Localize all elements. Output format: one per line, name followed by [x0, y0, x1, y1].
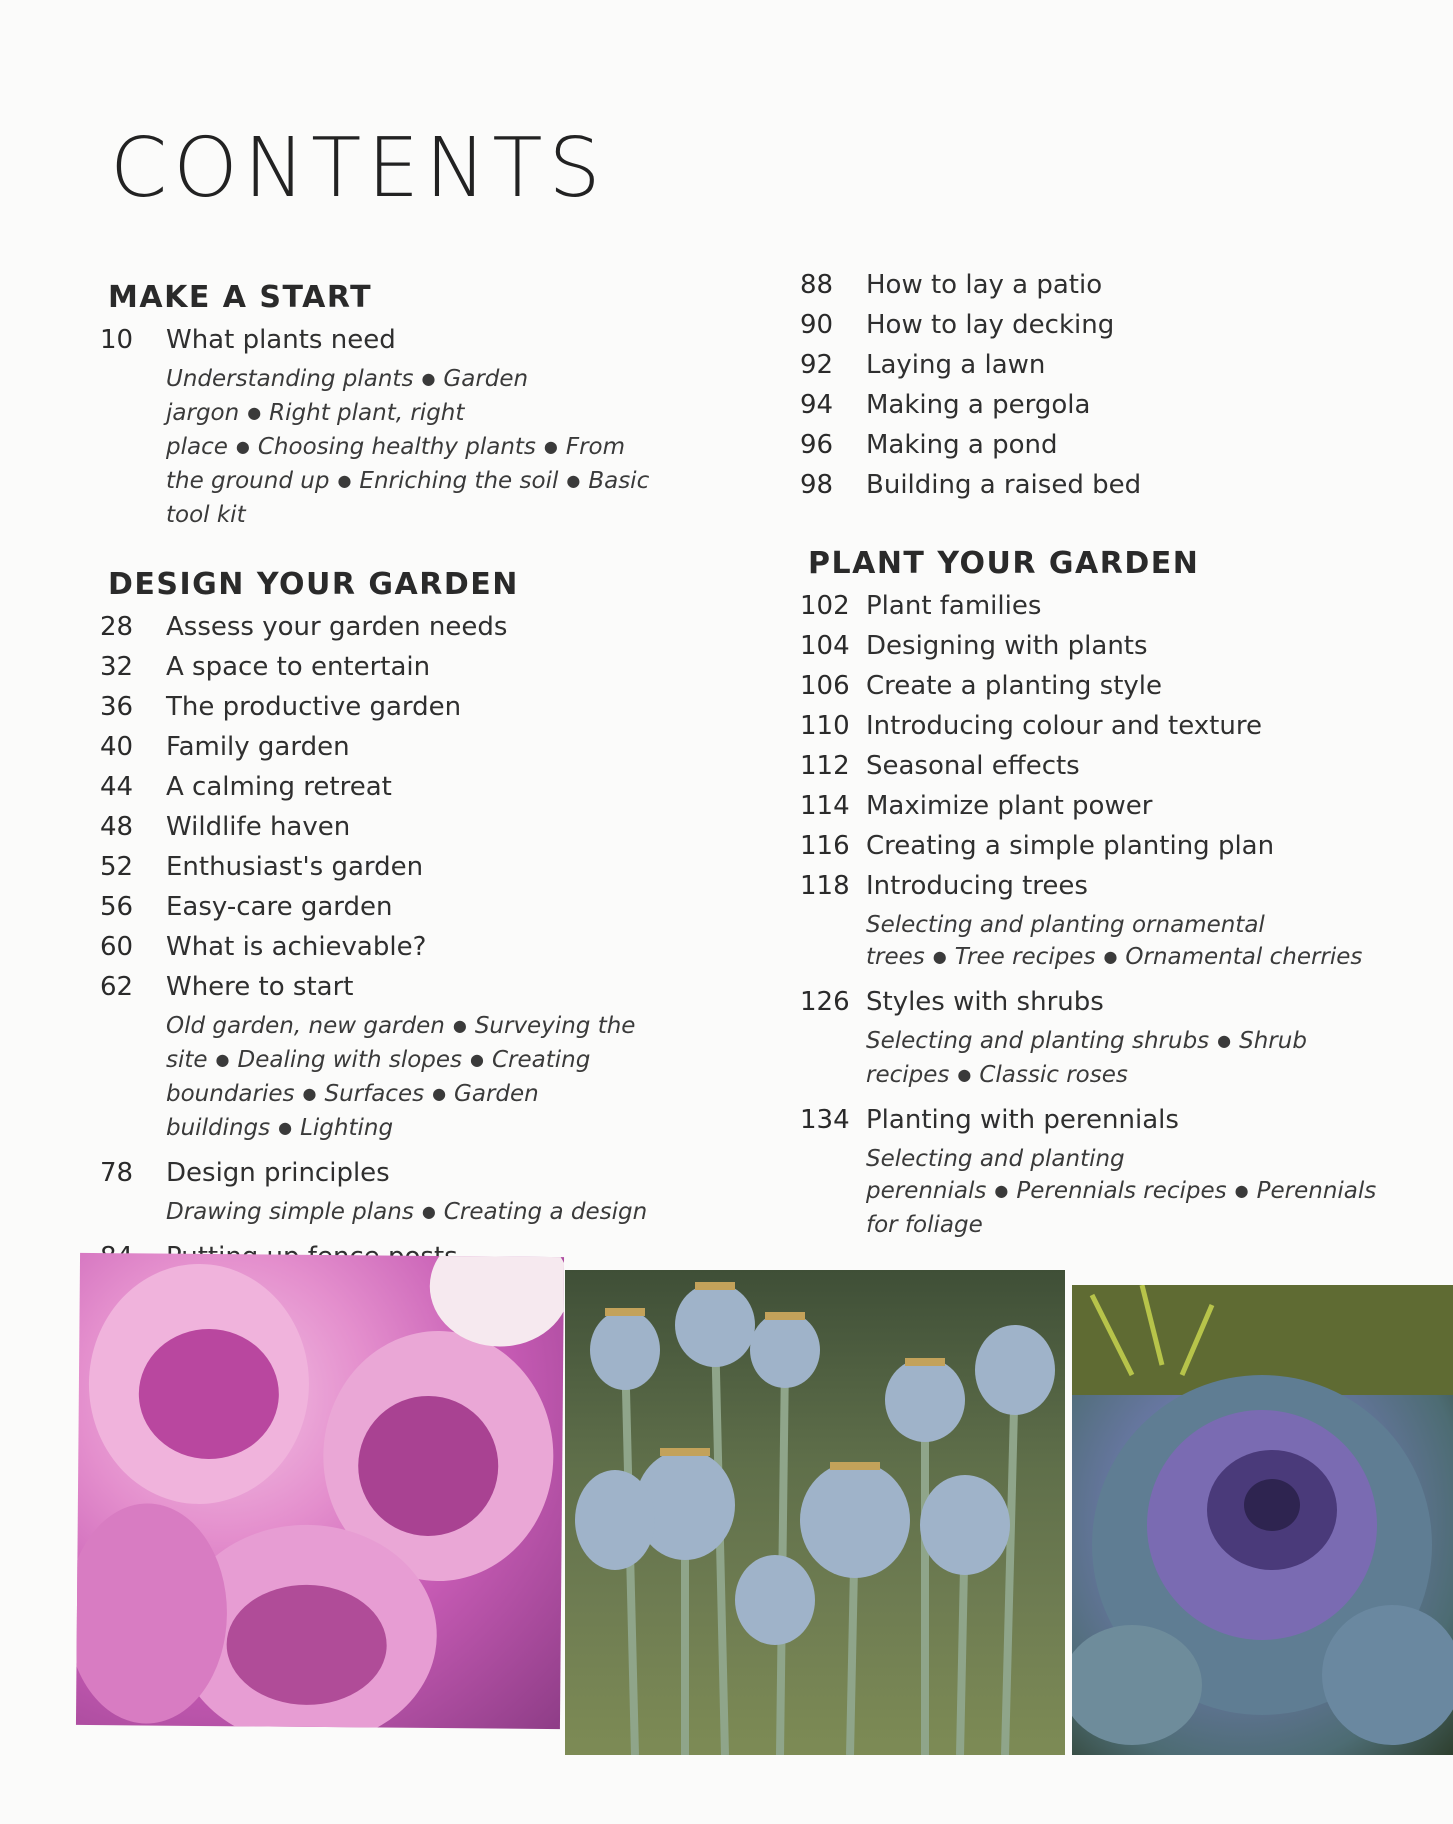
subtopic: Selecting and planting ornamental trees — [866, 912, 1265, 970]
section-heading: PLANT YOUR GARDEN — [808, 546, 1200, 581]
page-number: 98 — [800, 470, 834, 500]
entry-title: A calming retreat — [166, 772, 392, 802]
entry-title: A space to entertain — [166, 652, 431, 682]
page-number: 32 — [100, 652, 134, 682]
page-number: 114 — [800, 791, 850, 821]
entry-subtopics — [166, 1010, 660, 1146]
toc-entry — [800, 791, 1400, 821]
bullet-separator: ● — [566, 471, 581, 490]
toc-entry — [800, 350, 1400, 380]
subtopic: Dealing with slopes — [237, 1047, 463, 1073]
entry-title: Introducing colour and texture — [866, 711, 1262, 741]
section-make-a-start — [100, 280, 660, 531]
bullet-separator: ● — [1103, 947, 1118, 966]
toc-entry — [800, 631, 1400, 661]
entry-title: Plant families — [866, 591, 1042, 621]
page-number: 10 — [100, 325, 134, 355]
subtopic: Choosing healthy plants — [257, 434, 536, 460]
section-design-your-garden — [100, 567, 660, 1312]
entry-title: Creating a simple planting plan — [866, 831, 1275, 861]
toc-entry — [100, 692, 660, 722]
entry-subtopics — [866, 909, 1400, 975]
subtopic: Tree recipes — [954, 944, 1096, 970]
section-heading: DESIGN YOUR GARDEN — [108, 567, 519, 602]
entry-title: Introducing trees — [866, 871, 1088, 901]
toc-entry — [100, 652, 660, 682]
page-number: 90 — [800, 310, 834, 340]
entry-title: Wildlife haven — [166, 812, 351, 842]
entry-title: Seasonal effects — [866, 751, 1080, 781]
section-plant-your-garden — [800, 546, 1400, 1241]
entry-title: Enthusiast's garden — [166, 852, 424, 882]
subtopic: Garden jargon — [166, 366, 529, 426]
entry-title: Design principles — [166, 1158, 390, 1188]
subtopic: Understanding plants — [166, 366, 414, 392]
entry-title: The productive garden — [166, 692, 462, 722]
section-heading: MAKE A START — [108, 280, 373, 315]
toc-entry — [800, 987, 1400, 1017]
subtopic: Lighting — [300, 1115, 394, 1141]
toc-entry — [800, 871, 1400, 901]
poppy-seedheads-photo — [565, 1270, 1065, 1755]
toc-entry — [100, 812, 660, 842]
page-number: 28 — [100, 612, 134, 642]
subtopic: Old garden, new garden — [166, 1013, 445, 1039]
page-number: 116 — [800, 831, 850, 861]
page-number: 92 — [800, 350, 834, 380]
subtopic: Perennials for foliage — [866, 1178, 1377, 1238]
toc-entry — [800, 270, 1400, 300]
page-number: 106 — [800, 671, 850, 701]
toc-entry — [800, 390, 1400, 420]
bullet-separator: ● — [302, 1084, 317, 1103]
entry-title: How to lay decking — [866, 310, 1115, 340]
ornamental-kale-photo — [1072, 1285, 1453, 1755]
subtopic: Selecting and planting perennials — [866, 1146, 1125, 1204]
entry-title: Styles with shrubs — [866, 987, 1104, 1017]
entry-title: Making a pergola — [866, 390, 1091, 420]
subtopic: Perennials recipes — [1016, 1178, 1227, 1204]
page-title: CONTENTS — [110, 121, 607, 216]
toc-entry — [800, 751, 1400, 781]
subtopic: Enriching the soil — [359, 468, 559, 494]
toc-entry — [100, 932, 660, 962]
bullet-separator: ● — [932, 947, 947, 966]
page-number: 56 — [100, 892, 134, 922]
page-number: 62 — [100, 972, 134, 1002]
page-number: 44 — [100, 772, 134, 802]
page-number: 126 — [800, 987, 850, 1017]
entry-title: Maximize plant power — [866, 791, 1153, 821]
bullet-separator: ● — [470, 1050, 484, 1069]
toc-entry — [100, 325, 660, 355]
subtopic: Right plant, right place — [166, 400, 465, 460]
page-number: 96 — [800, 430, 834, 460]
subtopic: Ornamental cherries — [1125, 944, 1363, 970]
page-number: 94 — [800, 390, 834, 420]
bullet-separator: ● — [1217, 1031, 1232, 1050]
bullet-separator: ● — [421, 369, 436, 388]
bullet-separator: ● — [278, 1118, 293, 1137]
bullet-separator: ● — [1234, 1181, 1249, 1200]
page-number: 52 — [100, 852, 134, 882]
bullet-separator: ● — [543, 437, 558, 456]
entry-title: Making a pond — [866, 430, 1058, 460]
entry-title: Assess your garden needs — [166, 612, 508, 642]
bullet-separator: ● — [452, 1016, 467, 1035]
page-number: 40 — [100, 732, 134, 762]
entry-subtopics — [866, 1143, 1400, 1241]
entry-subtopics — [166, 1196, 660, 1230]
toc-entry — [800, 671, 1400, 701]
toc-entry — [100, 972, 660, 1002]
toc-entry — [800, 591, 1400, 621]
bullet-separator: ● — [235, 437, 250, 456]
entry-title: Create a planting style — [866, 671, 1163, 701]
subtopic: Surveying the site — [166, 1013, 636, 1073]
toc-entry — [100, 732, 660, 762]
bullet-separator: ● — [994, 1181, 1009, 1200]
subtopic: Creating boundaries — [166, 1047, 591, 1107]
subtopic: Shrub recipes — [866, 1028, 1307, 1088]
toc-entry — [100, 772, 660, 802]
toc-entry — [100, 892, 660, 922]
page-number: 112 — [800, 751, 850, 781]
bullet-separator: ● — [247, 403, 262, 422]
page-number: 102 — [800, 591, 850, 621]
foxglove-photo — [76, 1253, 564, 1729]
entry-title: Family garden — [166, 732, 350, 762]
page-number: 78 — [100, 1158, 134, 1188]
entry-title: Laying a lawn — [866, 350, 1046, 380]
page-number: 118 — [800, 871, 850, 901]
subtopic: Selecting and planting shrubs — [866, 1028, 1210, 1054]
page-number: 88 — [800, 270, 834, 300]
subtopic: Creating a design — [443, 1199, 648, 1225]
bullet-separator: ● — [957, 1065, 972, 1084]
bullet-separator: ● — [337, 471, 352, 490]
section-continued — [800, 270, 1400, 500]
bullet-separator: ● — [432, 1084, 447, 1103]
toc-entry — [800, 831, 1400, 861]
page-number: 60 — [100, 932, 134, 962]
toc-entry — [800, 430, 1400, 460]
page-number: 104 — [800, 631, 850, 661]
toc-entry — [800, 711, 1400, 741]
subtopic: Basic tool kit — [166, 468, 650, 528]
entry-title: What is achievable? — [166, 932, 427, 962]
bullet-separator: ● — [215, 1050, 230, 1069]
entry-title: Easy-care garden — [166, 892, 393, 922]
page-number: 36 — [100, 692, 134, 722]
page-number: 48 — [100, 812, 134, 842]
toc-entry — [100, 612, 660, 642]
toc-entry — [800, 1105, 1400, 1135]
entry-subtopics — [866, 1025, 1400, 1093]
bullet-separator: ● — [421, 1202, 436, 1221]
entry-title: Planting with perennials — [866, 1105, 1179, 1135]
toc-entry — [100, 852, 660, 882]
subtopic: From the ground up — [166, 434, 626, 494]
toc-entry — [800, 470, 1400, 500]
toc-entry — [100, 1158, 660, 1188]
entry-title: How to lay a patio — [866, 270, 1103, 300]
right-column — [800, 270, 1400, 1277]
entry-title: Building a raised bed — [866, 470, 1142, 500]
page-number: 110 — [800, 711, 850, 741]
entry-title: What plants need — [166, 325, 396, 355]
entry-title: Designing with plants — [866, 631, 1148, 661]
toc-entry — [800, 310, 1400, 340]
subtopic: Classic roses — [979, 1062, 1128, 1088]
entry-title: Where to start — [166, 972, 354, 1002]
photo-strip — [78, 1255, 1453, 1755]
entry-subtopics — [166, 363, 660, 531]
left-column — [100, 280, 660, 1348]
page-number: 134 — [800, 1105, 850, 1135]
subtopic: Surfaces — [324, 1081, 425, 1107]
subtopic: Garden buildings — [166, 1081, 539, 1141]
subtopic: Drawing simple plans — [166, 1199, 414, 1225]
